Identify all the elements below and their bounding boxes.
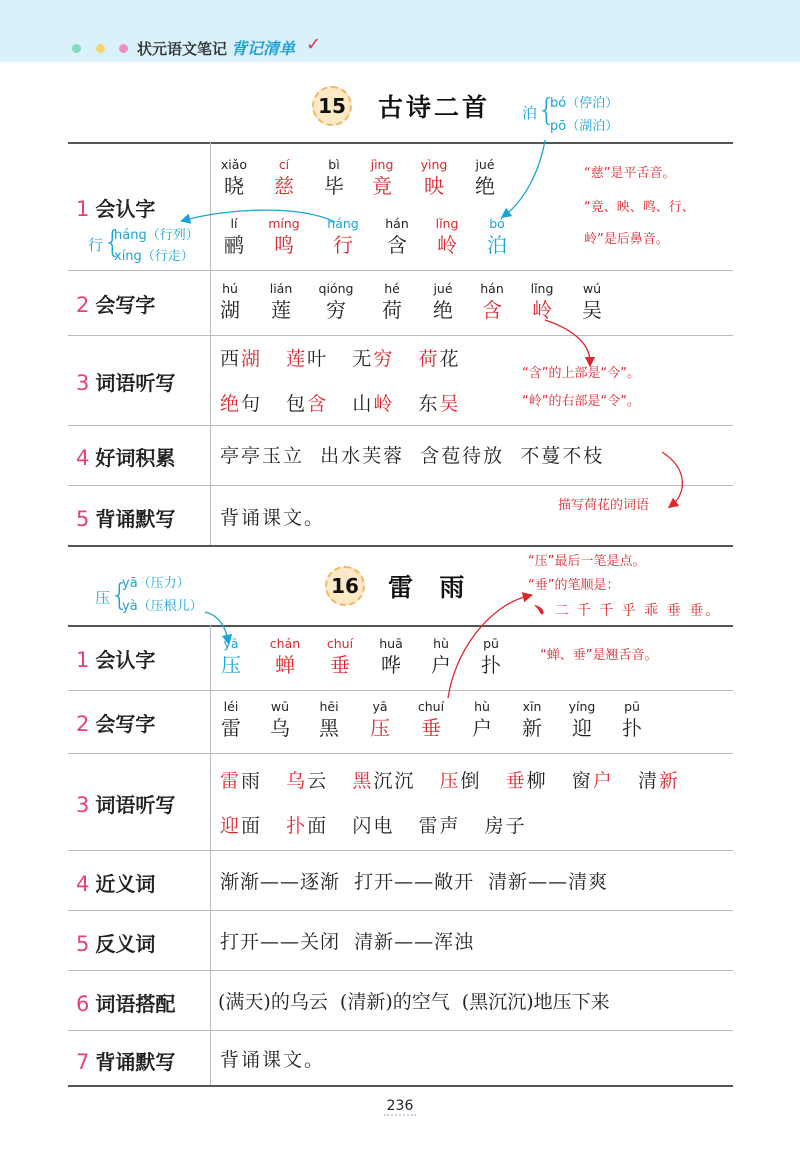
lesson-title: 雷 雨 (388, 573, 468, 602)
char-block: chán 蝉 (269, 636, 301, 677)
ya-note-line1: yā（压力） (122, 576, 190, 591)
han-arrow (545, 320, 590, 362)
char-block: qióng 穷 (318, 281, 354, 322)
char-block: yā 压 (221, 636, 241, 677)
lesson-number-badge: 15 (312, 86, 352, 126)
bo-note-line2: pō（湖泊） (550, 119, 619, 134)
char-block: hù 户 (472, 699, 492, 740)
char-block: bì 毕 (324, 157, 344, 198)
header-band (0, 0, 800, 62)
char-block: yìng 映 (420, 157, 448, 198)
lesson-title: 古诗二首 (378, 93, 491, 122)
table-rule (68, 970, 733, 971)
char-block: hù 户 (431, 636, 451, 677)
char-block: chuí 垂 (417, 699, 445, 740)
bo-note-line1: bó（停泊） (550, 96, 619, 111)
table-rule (68, 1085, 733, 1087)
row-label-recognize: 1 会认字 (76, 648, 156, 672)
writing-note: “岭”的右部是“令”。 (522, 394, 640, 409)
table-rule (68, 753, 733, 754)
stroke-order: ﹅ 二 千 千 乎 乖 垂 垂。 (532, 603, 722, 619)
table-rule (68, 142, 733, 144)
section-title: 背记清单 (231, 39, 296, 58)
row-label-collocation: 6 词语搭配 (76, 992, 176, 1016)
row-label-recite: 5 背诵默写 (76, 507, 176, 531)
header-dot-1 (72, 44, 81, 53)
char-block: xīn 新 (522, 699, 542, 740)
hang-note-line2: xíng（行走） (114, 249, 194, 264)
char-block: jué 绝 (475, 157, 495, 198)
page-number: 236 (384, 1098, 416, 1116)
hang-note-line1: háng（行列） (114, 228, 199, 243)
header-dot-3 (119, 44, 128, 53)
ya-note-line2: yà（压根儿） (122, 599, 203, 614)
dictation-line-1: 雷雨 乌云 黑沉沉 压倒 垂柳 窗户 清新 (220, 770, 680, 792)
row-label-recognize: 1 会认字 (76, 197, 156, 221)
char-block: xiǎo 晓 (220, 157, 248, 198)
char-block: háng 行 (327, 216, 359, 257)
char-block: jué 绝 (433, 281, 453, 322)
char-block: lí 鹂 (224, 216, 244, 257)
book-title: 状元语文笔记 (137, 40, 228, 58)
char-block: pū 扑 (622, 699, 642, 740)
char-block: hán 含 (480, 281, 504, 322)
ya-note-char: 压 (95, 589, 111, 607)
collocation-text: (满天)的乌云 (清新)的空气 (黑沉沉)地压下来 (218, 991, 610, 1013)
table-rule (68, 270, 733, 271)
char-block: hán 含 (385, 216, 409, 257)
dictation-line-2: 绝句 包含 山岭 东吴 (220, 393, 461, 415)
char-block: míng 鸣 (268, 216, 300, 257)
char-block: lián 莲 (269, 281, 293, 322)
table-rule (68, 425, 733, 426)
char-block: yā 压 (370, 699, 390, 740)
recite-text: 背诵课文。 (220, 507, 326, 529)
synonyms-text: 渐渐——逐渐 打开——敞开 清新——清爽 (220, 871, 609, 893)
char-block: jìng 竟 (370, 157, 394, 198)
char-block: chuí 垂 (326, 636, 354, 677)
row-label-antonyms: 5 反义词 (76, 932, 156, 956)
lesson-number-badge: 16 (325, 566, 365, 606)
char-block: bó 泊 (487, 216, 507, 257)
phonetic-note: 岭”是后鼻音。 (584, 232, 669, 247)
writing-note: “含”的上部是“今”。 (522, 366, 640, 381)
table-rule (68, 335, 733, 336)
row-label-synonyms: 4 近义词 (76, 872, 156, 896)
stroke-note: “压”最后一笔是点。 (528, 554, 646, 569)
char-block: cí 慈 (274, 157, 294, 198)
phonetic-note: “慈”是平舌音。 (584, 166, 676, 181)
char-block: lǐng 岭 (435, 216, 459, 257)
char-block: yíng 迎 (568, 699, 596, 740)
row-label-dictation: 3 词语听写 (76, 793, 176, 817)
hang-arrow (185, 210, 335, 222)
bo-note-brace: { (537, 93, 557, 128)
table-rule (68, 690, 733, 691)
char-block: lǐng 岭 (530, 281, 554, 322)
table-rule (68, 545, 733, 547)
char-block: hēi 黑 (319, 699, 339, 740)
bo-arrow (505, 140, 545, 215)
phonetic-note: “蝉、垂”是翘舌音。 (540, 648, 658, 663)
row-label-dictation: 3 词语听写 (76, 371, 176, 395)
table-rule (68, 850, 733, 851)
antonyms-text: 打开——关闭 清新——浑浊 (220, 931, 475, 953)
phonetic-note: “竟、映、鸣、行、 (584, 200, 695, 215)
recite-text: 背诵课文。 (220, 1049, 326, 1071)
char-block: hú 湖 (220, 281, 240, 322)
bo-note-char: 泊 (522, 104, 538, 122)
char-block: wú 吴 (582, 281, 602, 322)
table-divider (210, 142, 211, 545)
ya-note-brace: { (110, 578, 130, 613)
char-block: pū 扑 (481, 636, 501, 677)
row-label-good-words: 4 好词积累 (76, 446, 176, 470)
lotus-words-note: 描写荷花的词语 (558, 498, 650, 513)
row-label-write: 2 会写字 (76, 293, 156, 317)
hang-note-brace: { (103, 225, 123, 260)
table-rule (68, 625, 733, 627)
dictation-line-1: 西湖 莲叶 无穷 荷花 (220, 348, 461, 370)
good-words-text: 亭亭玉立 出水芙蓉 含苞待放 不蔓不枝 (220, 445, 605, 467)
table-rule (68, 1030, 733, 1031)
lotus-arrow (662, 452, 682, 505)
stroke-note: “垂”的笔顺是： (528, 578, 620, 593)
table-divider (210, 625, 211, 1085)
table-rule (68, 485, 733, 486)
char-block: wū 乌 (270, 699, 290, 740)
check-icon: ✓ (306, 34, 322, 55)
char-block: huā 哗 (379, 636, 403, 677)
table-rule (68, 910, 733, 911)
header-dot-2 (96, 44, 105, 53)
char-block: hé 荷 (382, 281, 402, 322)
char-block: léi 雷 (221, 699, 241, 740)
hang-note-char: 行 (88, 236, 104, 254)
row-label-write: 2 会写字 (76, 712, 156, 736)
row-label-recite: 7 背诵默写 (76, 1050, 176, 1074)
dictation-line-2: 迎面 扑面 闪电 雷声 房子 (220, 815, 527, 837)
